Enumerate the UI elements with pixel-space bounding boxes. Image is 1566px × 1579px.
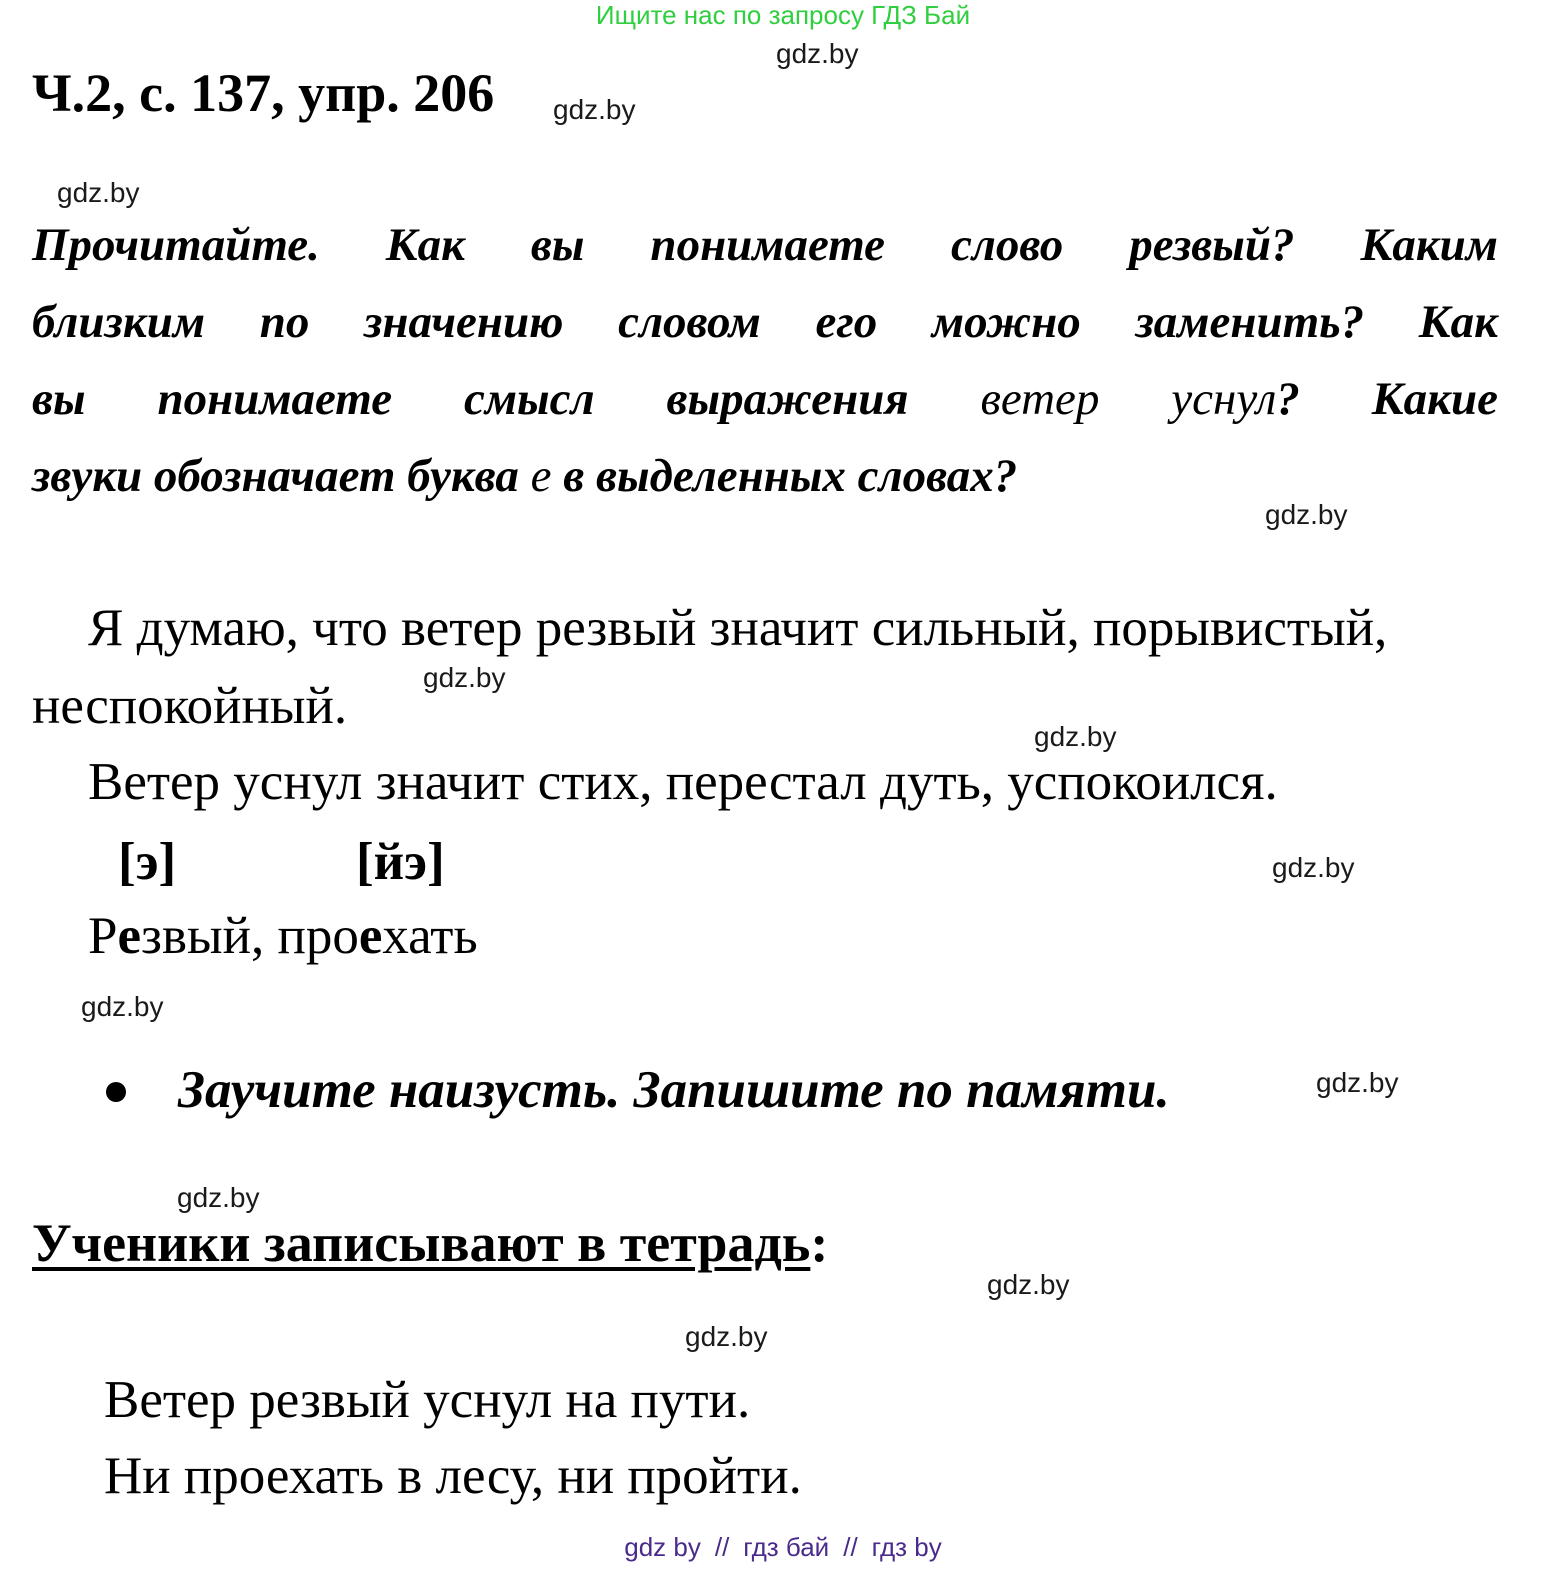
highlighted-words xyxy=(88,906,478,966)
task-line-2: близким по значению словом его можно заменить? Как xyxy=(32,296,1498,348)
word1-start: Р xyxy=(88,907,118,965)
students-colon: : xyxy=(810,1213,829,1273)
task-line-3-part-a: вы понимаете смысл выражения xyxy=(32,373,981,425)
task-letter-highlight: е xyxy=(530,450,552,502)
answer-p1-line1: Я думаю, что ветер резвый значит сильный, порывистый, xyxy=(88,599,1388,657)
watermark: gdz.by xyxy=(1272,852,1355,883)
watermark: gdz.by xyxy=(177,1182,260,1213)
memorize-instruction: Заучите наизусть. Запишите по памяти. xyxy=(178,1061,1170,1119)
footer-separator: // xyxy=(843,1532,858,1562)
task-line-4-part-a: звуки обозначает буква xyxy=(32,450,531,502)
footer-link-gdz-bai[interactable]: гдз бай xyxy=(743,1532,830,1562)
word2-end: хать xyxy=(382,907,478,965)
task-line-3-part-c: ? Какие xyxy=(1276,373,1499,425)
footer-link-gdz-by[interactable]: gdz by xyxy=(624,1532,701,1562)
poem-line-2: Ни проехать в лесу, ни пройти. xyxy=(104,1447,802,1505)
watermark: gdz.by xyxy=(81,991,164,1022)
watermark: gdz.by xyxy=(57,177,140,208)
watermark: gdz.by xyxy=(423,662,506,693)
top-banner: Ищите нас по запросу ГДЗ Бай xyxy=(595,0,971,30)
answer-p2: Ветер уснул значит стих, перестал дуть, успокоился. xyxy=(88,753,1278,811)
task-line-4-part-c: в выделенных словах? xyxy=(551,450,1018,502)
watermark: gdz.by xyxy=(685,1321,768,1352)
watermark: gdz.by xyxy=(1316,1067,1399,1098)
watermark: gdz.by xyxy=(1034,721,1117,752)
poem-line-1: Ветер резвый уснул на пути. xyxy=(104,1371,751,1429)
word1-end: звый, про xyxy=(141,907,359,965)
bullet xyxy=(106,1082,126,1102)
footer-links xyxy=(0,1532,1566,1563)
task-line-1: Прочитайте. Как вы понимаете слово резвый? Каким xyxy=(32,219,1498,271)
task-phrase-highlight: ветер уснул xyxy=(980,373,1277,425)
answer-p1-line2: неспокойный. xyxy=(32,677,348,735)
task-line-4 xyxy=(32,449,1017,503)
watermark: gdz.by xyxy=(776,38,859,69)
students-heading xyxy=(32,1212,828,1274)
transcription-ye: [йэ] xyxy=(356,833,445,891)
footer-link-gdz-by-2[interactable]: гдз by xyxy=(871,1532,942,1562)
watermark: gdz.by xyxy=(987,1269,1070,1300)
footer-separator: // xyxy=(714,1532,730,1562)
word1-highlight-letter: е xyxy=(117,907,142,965)
watermark: gdz.by xyxy=(1265,499,1348,530)
word2-highlight-letter: е xyxy=(358,907,383,965)
students-label: Ученики записывают в тетрадь xyxy=(32,1213,811,1273)
page-title: Ч.2, с. 137, упр. 206 xyxy=(32,63,495,123)
task-line-3 xyxy=(32,372,1498,426)
watermark: gdz.by xyxy=(553,94,636,125)
transcription-e: [э] xyxy=(118,833,177,891)
